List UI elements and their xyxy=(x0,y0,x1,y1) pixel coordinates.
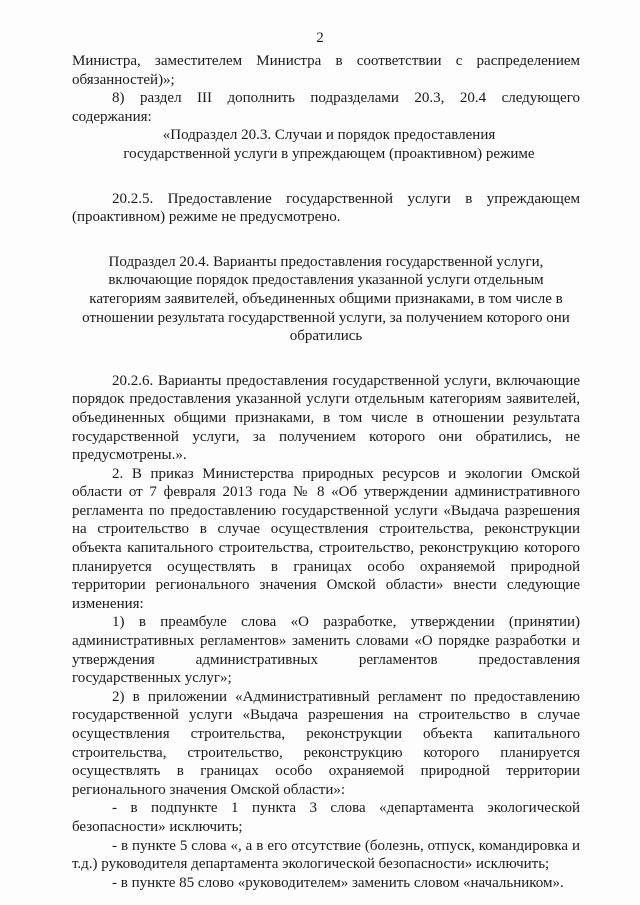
paragraph-20-2-5: 20.2.5. Предоставление государственной услуги в упреждающем (проактивном) режиме не предусмотрено. xyxy=(72,190,580,226)
spacer xyxy=(72,164,580,190)
paragraph-item-2: 2. В приказ Министерства природных ресурсов и экологии Омской области от 7 февраля 2013 года № 8 «Об утверждении административного регламента по предоставлению государственной услуги «Выдача разрешения на строительство в случае осуществления строительства, реконструкции объекта капитального строительства, строительство, реконструкцию которого планируется осуществлять в границах особо охраняемой природной территории регионального значения Омской области» внести следующие изменения: xyxy=(72,465,580,612)
paragraph-dash-2: - в пункте 5 слова «, а в его отсутствие (болезнь, отпуск, командировка и т.д.) руководителя департамента экологической безопасности» исключить; xyxy=(72,837,580,873)
spacer xyxy=(72,227,580,253)
subsection-heading-20-4: Подраздел 20.4. Варианты предоставления государственной услуги, включающие порядок предоставления указанной услуги отдельным категориям заявителей, объединенных общими признаками, в том числе в отношении результата государственной услуги, за получением которого они обратились xyxy=(82,253,570,345)
paragraph-dash-1: - в подпункте 1 пункта 3 слова «департамента экологической безопасности» исключить; xyxy=(72,800,580,835)
document-body xyxy=(72,52,580,892)
paragraph-20-2-6: 20.2.6. Варианты предоставления государственной услуги, включающие порядок предоставления указанной услуги отдельным категориям заявителей, объединенных общими признаками, в том числе в отношении результата государственной услуги, за получением которого они обратились, не предусмотрены.». xyxy=(72,372,580,464)
paragraph-continuation: Министра, заместителем Министра в соответствии с распределением обязанностей)»; xyxy=(72,53,580,88)
subsection-heading-20-3: «Подраздел 20.3. Случаи и порядок предоставления государственной услуги в упреждающем (проактивном) режиме xyxy=(123,127,535,162)
paragraph-item-8: 8) раздел III дополнить подразделами 20.3, 20.4 следующего содержания: xyxy=(72,90,580,125)
paragraph-subitem-2: 2) в приложении «Административный регламент по предоставлению государственной услуги «Выдача разрешения на строительство в случае осуществления строительства, реконструкции объекта капитального строительства, строительство, реконструкцию которого планируется осуществлять в границах особо охраняемой природной территории регионального значения Омской области»: xyxy=(72,688,580,798)
spacer xyxy=(72,346,580,372)
paragraph-dash-3: - в пункте 85 слово «руководителем» заменить словом «начальником». xyxy=(112,874,564,891)
page-number: 2 xyxy=(316,30,324,46)
paragraph-subitem-1: 1) в преамбуле слова «О разработке, утверждении (принятии) административных регламентов» заменить словами «О порядке разработки и утверждения административных регламентов предоставления государственных услуг»; xyxy=(72,614,580,687)
